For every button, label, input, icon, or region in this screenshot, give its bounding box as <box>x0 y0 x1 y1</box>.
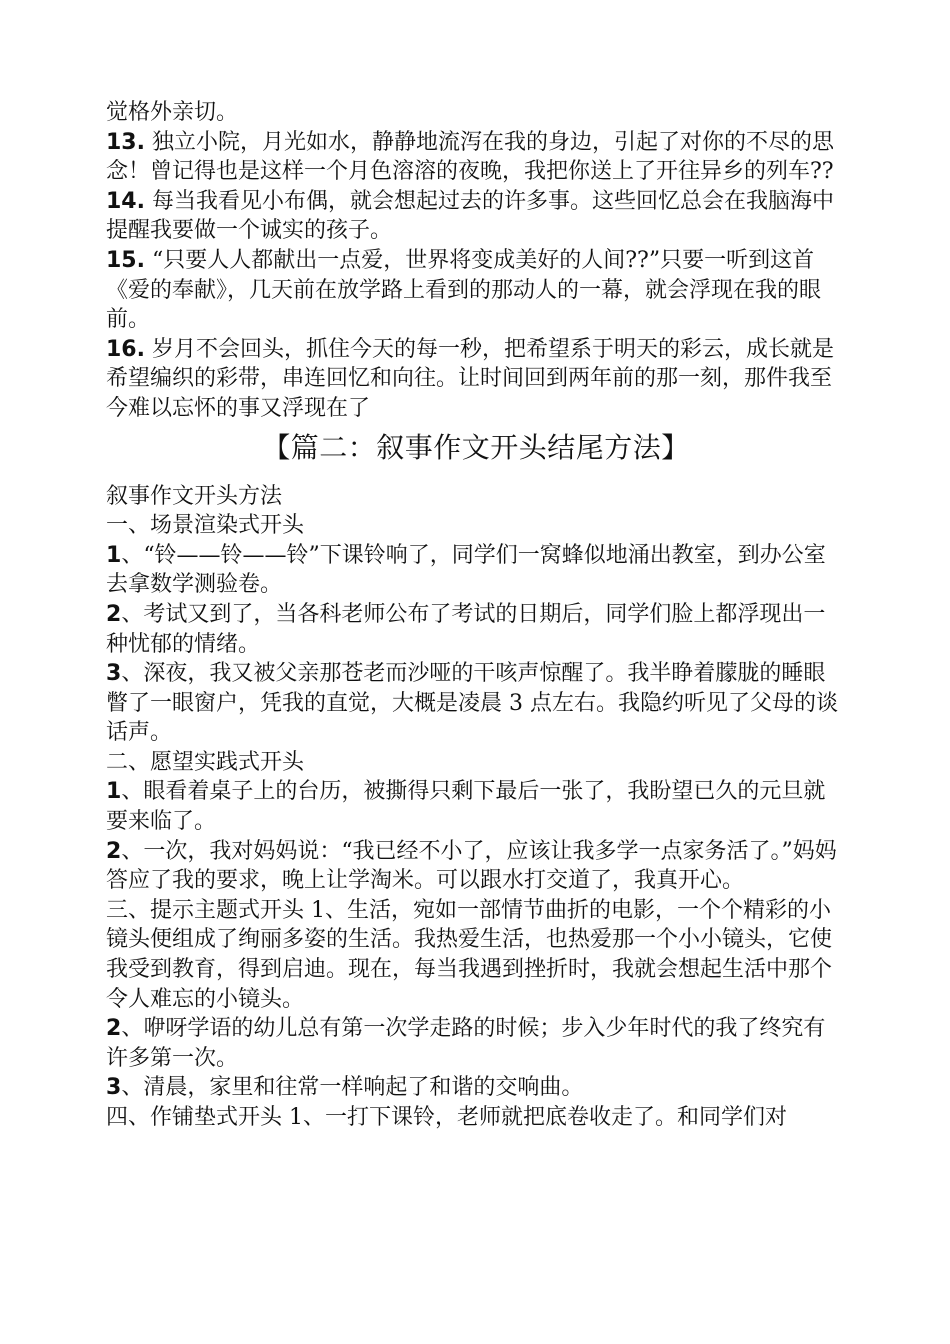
heading-text: 【篇二：叙事作文开头结尾方法】 <box>262 430 690 464</box>
paragraph-text: 、眼看着桌子上的台历，被撕得只剩下最后一张了，我盼望已久的元旦就要来临了。 <box>106 779 826 835</box>
paragraph-text: 岁月不会回头，抓住今天的每一秒，把希望系于明天的彩云，成长就是希望编织的彩带，串连回忆和向往。让时间回到两年前的那一刻，那件我至今难以忘怀的事又浮现在了 <box>106 336 834 421</box>
paragraph-number: 16. <box>106 336 145 362</box>
paragraph-number: 14. <box>106 188 145 214</box>
paragraph-text: 、深夜，我又被父亲那苍老而沙哑的干咳声惊醒了。我半睁着朦胧的睡眼瞥了一眼窗户，凭我的直觉，大概是凌晨 3 点左右。我隐约听见了父母的谈话声。 <box>106 661 838 746</box>
document-page <box>106 98 846 1133</box>
paragraph <box>106 1014 846 1073</box>
paragraph <box>106 600 846 659</box>
paragraph <box>106 1103 846 1133</box>
paragraph <box>106 748 846 778</box>
paragraph-text: 、考试又到了，当各科老师公布了考试的日期后，同学们脸上都浮现出一种忧郁的情绪。 <box>106 601 826 657</box>
paragraph-number: 2 <box>106 1016 122 1042</box>
paragraph <box>106 246 846 335</box>
paragraph-text: 独立小院，月光如水，静静地流泻在我的身边，引起了对你的不尽的思念！曾记得也是这样一个月色溶溶的夜晚，我把你送上了开往异乡的列车?? <box>106 129 834 185</box>
paragraph-text: “只要人人都献出一点爱，世界将变成美好的人间??”只要一听到这首《爱的奉献》，几天前在放学路上看到的那动人的一幕，就会浮现在我的眼前。 <box>106 247 822 333</box>
paragraph <box>106 187 846 246</box>
paragraph-number: 3 <box>106 661 122 687</box>
paragraph-text: 、咿呀学语的幼儿总有第一次学走路的时候；步入少年时代的我了终究有许多第一次。 <box>106 1016 826 1071</box>
paragraph-text: 每当我看见小布偶，就会想起过去的许多事。这些回忆总会在我脑海中提醒我要做一个诚实的孩子。 <box>106 188 834 244</box>
paragraph <box>106 896 846 1014</box>
paragraph-text: 觉格外亲切。 <box>106 100 239 125</box>
paragraph <box>106 128 846 187</box>
paragraph-number: 1 <box>106 542 122 568</box>
paragraph-number: 2 <box>106 601 122 627</box>
paragraph-text: 叙事作文开头方法 <box>106 483 283 509</box>
section-heading <box>106 426 846 470</box>
paragraph <box>106 511 846 541</box>
paragraph <box>106 1073 846 1103</box>
paragraph-number: 2 <box>106 838 122 864</box>
paragraph <box>106 98 846 128</box>
paragraph <box>106 482 846 512</box>
paragraph-number: 1 <box>106 779 122 805</box>
paragraph-text: 三、提示主题式开头 1、生活，宛如一部情节曲折的电影，一个个精彩的小镜头便组成了绚丽多姿的生活。我热爱生活，也热爱那一个小小镜头，它使我受到教育，得到启迪。现在，每当我遇到挫折时，我就会想起生活中那个令人难忘的小镜头。 <box>106 897 833 1012</box>
paragraph <box>106 541 846 600</box>
paragraph-text: 、“铃——铃——铃”下课铃响了，同学们一窝蜂似地涌出教室，到办公室去拿数学测验卷。 <box>106 542 826 598</box>
paragraph <box>106 335 846 424</box>
paragraph-number: 15. <box>106 247 145 273</box>
paragraph-text: 二、愿望实践式开头 <box>106 749 305 775</box>
paragraph-text: 一、场景渲染式开头 <box>106 513 305 539</box>
paragraph <box>106 777 846 836</box>
paragraph-number: 3 <box>106 1075 122 1101</box>
paragraph-text: 四、作铺垫式开头 1、一打下课铃，老师就把底卷收走了。和同学们对 <box>106 1105 787 1130</box>
paragraph-text: 、清晨，家里和往常一样响起了和谐的交响曲。 <box>121 1075 584 1101</box>
paragraph-text: 、一次，我对妈妈说：“我已经不小了，应该让我多学一点家务活了。”妈妈答应了我的要求，晚上让学淘米。可以跟水打交道了，我真开心。 <box>106 838 837 894</box>
paragraph-number: 13. <box>106 129 145 155</box>
paragraph <box>106 659 846 748</box>
paragraph <box>106 837 846 896</box>
